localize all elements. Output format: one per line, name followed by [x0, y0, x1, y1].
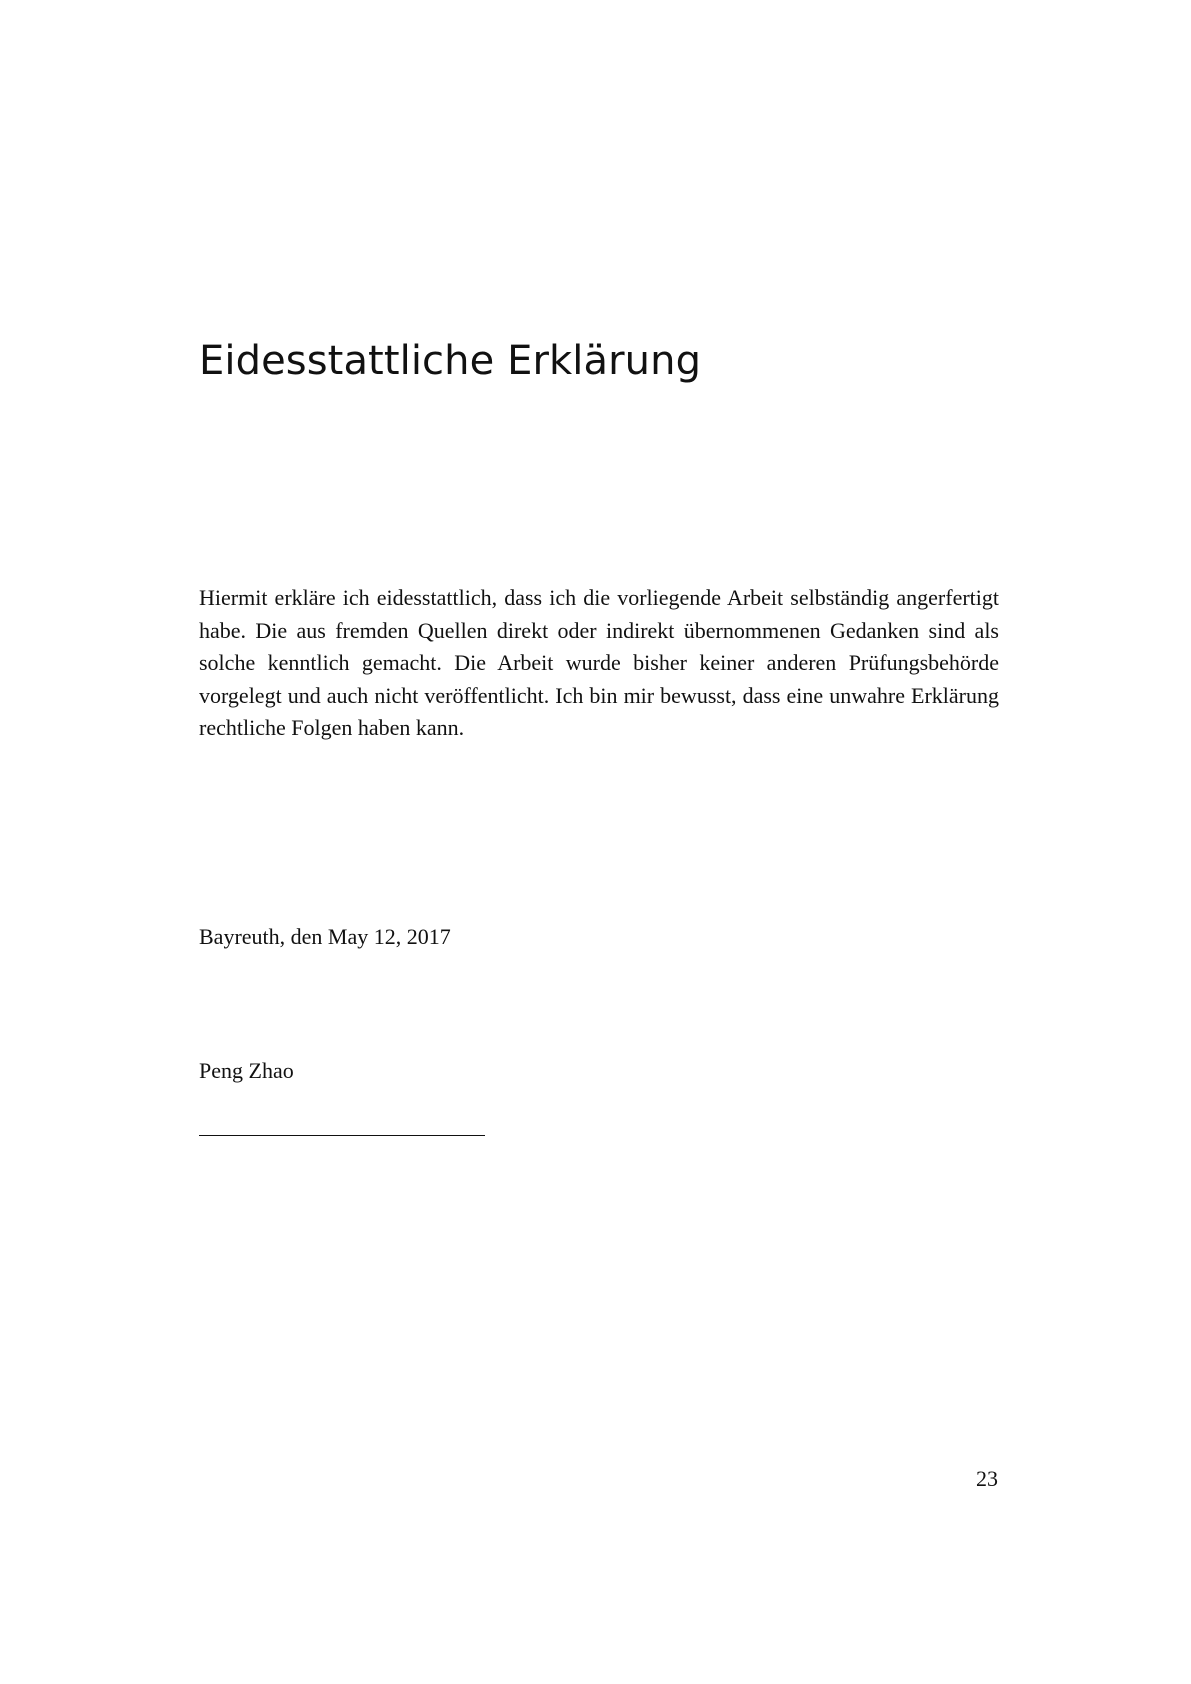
page-title: Eidesstattliche Erklärung [199, 338, 702, 384]
page-number: 23 [976, 1466, 998, 1491]
place-date: Bayreuth, den May 12, 2017 [199, 924, 451, 949]
signer-name: Peng Zhao [199, 1058, 294, 1083]
signature-line [199, 1135, 485, 1136]
declaration-text: Hiermit erkläre ich eidesstattlich, dass ich die vorliegende Arbeit selbständig angerfertigt habe. Die aus fremden Quellen direkt oder indirekt übernommenen Gedanken sind als solche kenntlich gemacht. Die Arbeit wurde bisher keiner anderen Prüfungsbehörde vorgelegt und auch nicht veröffentlicht. Ich bin mir bewusst, dass eine unwahre Erklärung rechtliche Folgen haben kann. [199, 585, 999, 740]
